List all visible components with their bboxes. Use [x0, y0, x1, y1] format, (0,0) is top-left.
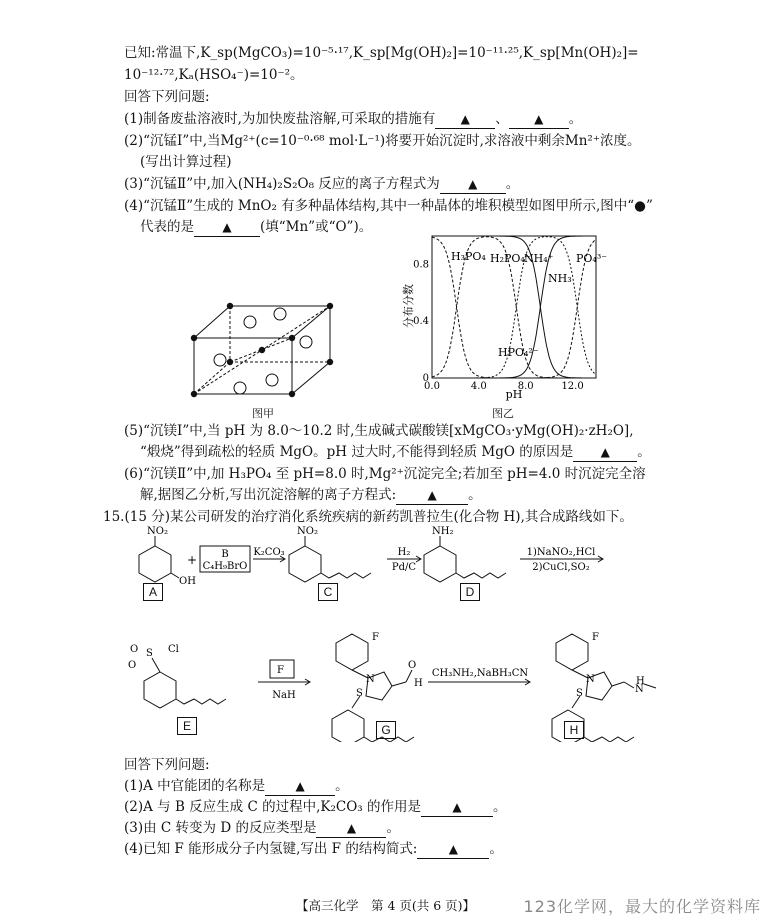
label-h3po4: H₃PO₄ [451, 250, 486, 263]
q15-part3: (3)由 C 转变为 D 的反应类型是 ▲ 。 [124, 820, 400, 836]
atom-face [214, 354, 226, 366]
ring-e [144, 672, 176, 708]
ring-c [289, 546, 321, 582]
atom-corner [191, 391, 197, 397]
q14-part5: (5)“沉镁Ⅰ”中,当 pH 为 8.0～10.2 时,生成碱式碳酸镁[xMgCO₃·yMg(OH)₂·zH₂O], [124, 423, 634, 439]
atom-corner [327, 303, 333, 309]
svg-text:S: S [146, 648, 153, 659]
x-tick-label: 4.0 [470, 381, 487, 392]
answer-blank: ▲ [417, 840, 489, 859]
ring-d [424, 546, 456, 582]
x-tick-label: 8.0 [517, 381, 534, 392]
atom-corner [289, 391, 295, 397]
svg-text:NO₂: NO₂ [297, 526, 318, 537]
atom-center [259, 347, 265, 353]
q14-part2-note: (写出计算过程) [140, 154, 232, 170]
svg-text:OH: OH [179, 576, 196, 587]
figure-distribution-chart [398, 232, 608, 402]
svg-text:CH₃NH₂,NaBH₃CN: CH₃NH₂,NaBH₃CN [431, 668, 529, 679]
label-h: H [564, 721, 584, 739]
label-h2po4: H₂PO₄⁻ [490, 252, 531, 265]
svg-text:N: N [366, 674, 375, 685]
y-tick-label: 0.8 [413, 259, 429, 271]
x-tick-label: 0.0 [424, 381, 440, 392]
ring-a [139, 546, 171, 582]
svg-text:2)CuCl,SO₂: 2)CuCl,SO₂ [532, 562, 590, 573]
answer-blank: ▲ [194, 218, 260, 237]
svg-text:H: H [636, 676, 645, 687]
q15-answer-prompt: 回答下列问题: [124, 757, 210, 773]
svg-text:N: N [635, 684, 644, 695]
answer-blank: ▲ [573, 443, 637, 462]
q15-part1: (1)A 中官能团的名称是 ▲ 。 [124, 778, 349, 794]
known-line-1: 已知:常温下,K_sp(MgCO₃)=10⁻⁵·¹⁷,K_sp[Mg(OH)₂]=10⁻¹¹·²⁵,K_sp[Mn(OH)₂]= [124, 45, 639, 61]
x-tick-label: 12.0 [561, 381, 584, 392]
label-nh3: NH₃ [548, 272, 572, 285]
label-po4: PO₄³⁻ [576, 252, 608, 265]
svg-text:NO₂: NO₂ [147, 526, 168, 537]
atom-corner [191, 335, 197, 341]
svg-text:N: N [586, 674, 595, 685]
svg-text:O: O [408, 660, 417, 671]
svg-text:S: S [576, 688, 583, 699]
q14-part4-b: 代表的是 ▲ (填“Mn”或“O”)。 [140, 219, 373, 235]
svg-text:+: + [187, 553, 198, 567]
answer-prompt: 回答下列问题: [124, 89, 210, 105]
answer-blank: ▲ [421, 798, 493, 817]
svg-text:C₄H₉BrO: C₄H₉BrO [202, 561, 248, 572]
q14-part6-b: 解,据图乙分析,写出沉淀溶解的离子方程式: ▲ 。 [140, 487, 482, 503]
answer-blank: ▲ [435, 110, 495, 129]
chart-xlabel: pH [505, 388, 523, 401]
answer-blank: ▲ [440, 175, 506, 194]
ring-h-top [556, 634, 588, 670]
answer-blank: ▲ [265, 777, 335, 796]
svg-text:O: O [128, 660, 137, 671]
chart-ylabel: 分布分数 [402, 284, 415, 328]
q15-part4: (4)已知 F 能形成分子内氢键,写出 F 的结构简式: ▲ 。 [124, 841, 503, 857]
atom-face [244, 316, 256, 328]
watermark: 123化学网，最大的化学资料库 [523, 897, 761, 916]
svg-text:F: F [277, 665, 284, 676]
y-tick-label: 0.4 [413, 316, 429, 328]
svg-text:K₂CO₃: K₂CO₃ [253, 547, 285, 558]
label-c: C [318, 583, 338, 601]
label-hpo4: HPO₄²⁻ [498, 346, 539, 359]
svg-text:H₂: H₂ [397, 547, 411, 558]
ring-g-bottom [332, 710, 364, 742]
ring-g-top [336, 634, 368, 670]
answer-blank: ▲ [316, 819, 386, 838]
svg-text:Cl: Cl [168, 644, 179, 655]
svg-text:1)NaNO₂,HCl: 1)NaNO₂,HCl [526, 547, 596, 558]
q14-part1: (1)制备废盐溶液时,为加快废盐溶解,可采取的措施有 ▲ 、 ▲ 。 [124, 111, 583, 127]
label-e: E [177, 717, 197, 735]
svg-text:B: B [221, 549, 229, 560]
label-nh4: NH₄⁺ [524, 252, 554, 265]
atom-face [234, 382, 246, 394]
svg-text:H: H [414, 678, 423, 689]
known-line-2: 10⁻¹²·⁷²,Kₐ(HSO₄⁻)=10⁻²。 [124, 67, 304, 83]
atom-corner [289, 335, 295, 341]
q14-part4: (4)“沉锰Ⅱ”生成的 MnO₂ 有多种晶体结构,其中一种晶体的堆积模型如图甲所示,图中“●” [124, 198, 653, 214]
svg-text:Pd/C: Pd/C [391, 562, 417, 573]
atom-corner [227, 359, 233, 365]
figure-crystal [180, 298, 350, 418]
figure-b-caption: 图乙 [492, 407, 514, 420]
scheme-row-1 [125, 524, 615, 604]
q14-part6: (6)“沉镁Ⅱ”中,加 H₃PO₄ 至 pH=8.0 时,Mg²⁺沉淀完全;若加至 pH=4.0 时沉淀完全溶 [124, 466, 646, 482]
svg-text:F: F [592, 632, 599, 643]
svg-text:NaH: NaH [272, 690, 296, 701]
answer-blank: ▲ [509, 110, 569, 129]
atom-corner [227, 303, 233, 309]
atom-face [266, 374, 278, 386]
q15-intro: 15.(15 分)某公司研发的治疗消化系统疾病的新药凯普拉生(化合物 H),其合成路线如下。 [103, 509, 633, 525]
figure-a-caption: 图甲 [252, 407, 274, 420]
q15-part2: (2)A 与 B 反应生成 C 的过程中,K₂CO₃ 的作用是 ▲ 。 [124, 799, 507, 815]
page-footer: 【高三化学 第 4 页(共 6 页)】 [295, 898, 476, 913]
svg-text:NH₂: NH₂ [432, 526, 454, 537]
svg-text:F: F [372, 632, 379, 643]
atom-face [274, 308, 286, 320]
label-a: A [143, 583, 163, 601]
q14-part3: (3)“沉锰Ⅱ”中,加入(NH₄)₂S₂O₈ 反应的离子方程式为 ▲ 。 [124, 176, 520, 192]
label-d: D [460, 583, 480, 601]
svg-text:O: O [130, 644, 139, 655]
scheme-row-2 [120, 612, 680, 742]
atom-corner [327, 359, 333, 365]
atom-face [300, 336, 312, 348]
svg-text:S: S [356, 688, 363, 699]
q14-part5-b: “煅烧”得到疏松的轻质 MgO。pH 过大时,不能得到轻质 MgO 的原因是 ▲ 。 [140, 444, 651, 460]
label-g: G [376, 721, 396, 739]
y-tick-label: 0 [422, 373, 429, 384]
answer-blank: ▲ [396, 486, 468, 505]
q14-part2: (2)“沉锰Ⅰ”中,当Mg²⁺(c=10⁻⁰·⁶⁸ mol·L⁻¹)将要开始沉淀时,求溶液中剩余Mn²⁺浓度。 [124, 133, 641, 149]
